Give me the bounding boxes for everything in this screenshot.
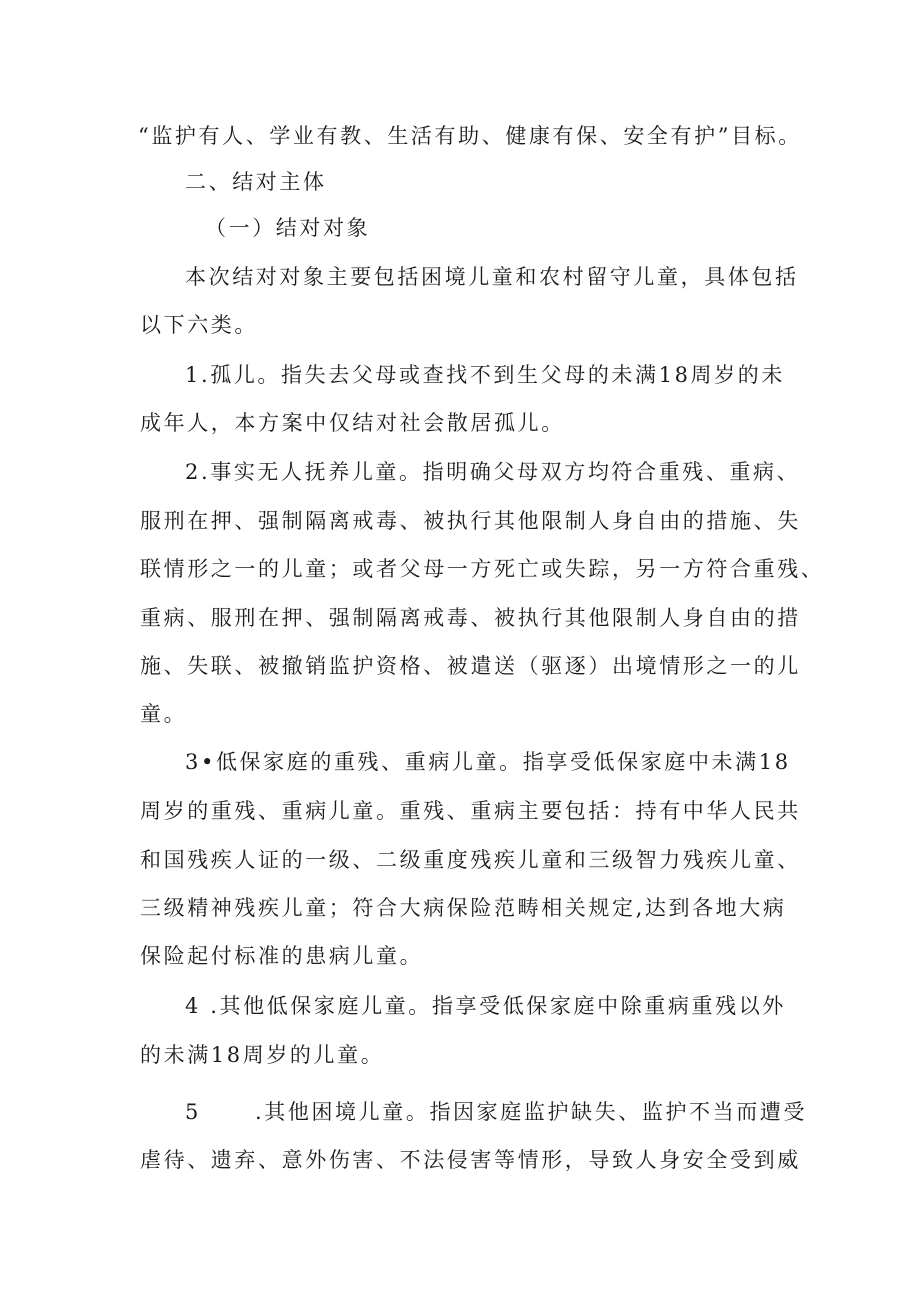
text-line: 童。 xyxy=(140,702,188,726)
list-item-5-number: 5 xyxy=(185,1100,201,1124)
text-line: “监护有人、学业有教、生活有助、健康有保、安全有护”目标。 xyxy=(138,124,802,148)
text-line: 虐待、遗弃、意外伤害、不法侵害等情形，导致人身安全受到威 xyxy=(140,1148,801,1172)
list-item-2-line: 2.事实无人抚养儿童。指明确父母双方均符合重残、重病、 xyxy=(185,460,801,484)
text-line: 的未满18周岁的儿童。 xyxy=(140,1043,385,1067)
section-heading: 二、结对主体 xyxy=(185,170,327,194)
text-line: 成年人，本方案中仅结对社会散居孤儿。 xyxy=(140,411,565,435)
text-line: 以下六类。 xyxy=(140,313,258,337)
text-line: 施、失联、被撤销监护资格、被遣送（驱逐）出境情形之一的儿 xyxy=(140,654,801,678)
text-line: 保险起付标准的患病儿童。 xyxy=(140,944,424,968)
list-item-5-text: .其他困境儿童。指因家庭监护缺失、监护不当而遭受 xyxy=(254,1100,808,1124)
text-line: 联情形之一的儿童；或者父母一方死亡或失踪，另一方符合重残、 xyxy=(140,557,825,581)
text-line: 重病、服刑在押、强制隔离戒毒、被执行其他限制人身自由的措 xyxy=(140,606,801,630)
list-item-3-line: 3•低保家庭的重残、重病儿童。指享受低保家庭中未满18 xyxy=(185,750,791,774)
text-line: 和国残疾人证的一级、二级重度残疾儿童和三级智力残疾儿童、 xyxy=(140,848,801,872)
text-line: 三级精神残疾儿童；符合大病保险范畴相关规定,达到各地大病 xyxy=(140,896,787,920)
list-item-1-line: 1.孤儿。指失去父母或查找不到生父母的未满18周岁的未 xyxy=(185,363,785,387)
text-line: 服刑在押、强制隔离戒毒、被执行其他限制人身自由的措施、失 xyxy=(140,509,801,533)
list-item-5-line xyxy=(185,1097,845,1127)
subsection-heading: （一）结对对象 xyxy=(205,216,371,240)
list-item-4-line: 4 .其他低保家庭儿童。指享受低保家庭中除重病重残以外 xyxy=(185,994,786,1018)
text-line: 本次结对对象主要包括困境儿童和农村留守儿童，具体包括 xyxy=(185,265,799,289)
text-line: 周岁的重残、重病儿童。重残、重病主要包括：持有中华人民共 xyxy=(140,799,801,823)
